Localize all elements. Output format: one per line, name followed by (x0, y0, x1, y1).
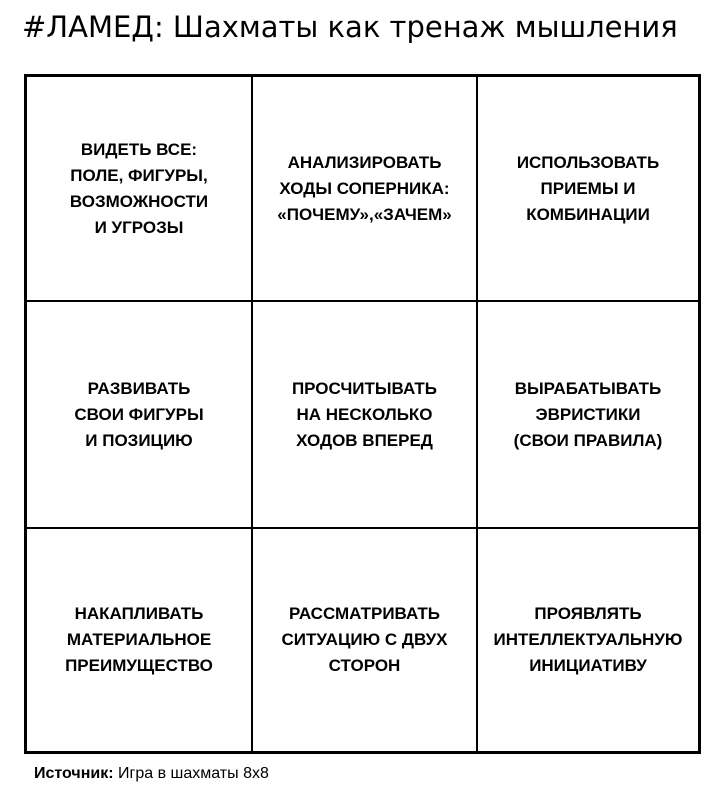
grid-cell-both-sides (253, 529, 478, 751)
grid-cell-initiative (478, 529, 698, 751)
grid-cell-develop-pieces (27, 302, 253, 529)
source-label: Источник: (34, 765, 114, 782)
grid-cell-see-everything (27, 77, 253, 302)
grid-cell-text: ВИДЕТЬ ВСЕ: ПОЛЕ, ФИГУРЫ, ВОЗМОЖНОСТИ И УГРОЗЫ (69, 139, 209, 237)
grid-cell-use-techniques (478, 77, 698, 302)
grid-cell-text: ИСПОЛЬЗОВАТЬ ПРИЕМЫ И КОМБИНАЦИИ (516, 152, 660, 224)
grid-cell-text: РАЗВИВАТЬ СВОИ ФИГУРЫ И ПОЗИЦИЮ (74, 378, 204, 450)
page-title: #ЛАМЕД: Шахматы как тренаж мышления (22, 10, 678, 44)
grid-cell-material-advantage (27, 529, 253, 751)
grid-cell-calculate-moves (253, 302, 478, 529)
source-caption (34, 765, 269, 783)
source-value: Игра в шахматы 8х8 (117, 765, 269, 782)
grid-cell-text: ПРОЯВЛЯТЬ ИНТЕЛЛЕКТУАЛЬНУЮ ИНИЦИАТИВУ (493, 604, 683, 675)
grid-cell-text: ПРОСЧИТЫВАТЬ НА НЕСКОЛЬКО ХОДОВ ВПЕРЕД (291, 378, 438, 450)
grid-cell-analyze-opponent (253, 77, 478, 302)
grid-cell-text: РАССМАТРИВАТЬ СИТУАЦИЮ С ДВУХ СТОРОН (281, 604, 448, 675)
grid-cell-text: АНАЛИЗИРОВАТЬ ХОДЫ СОПЕРНИКА: «ПОЧЕМУ»,«ЗАЧЕМ» (277, 152, 452, 224)
grid-cell-heuristics (478, 302, 698, 529)
skills-grid (24, 74, 701, 754)
grid-cell-text: НАКАПЛИВАТЬ МАТЕРИАЛЬНОЕ ПРЕИМУЩЕСТВО (65, 604, 213, 675)
grid-cell-text: ВЫРАБАТЫВАТЬ ЭВРИСТИКИ (СВОИ ПРАВИЛА) (513, 378, 663, 450)
